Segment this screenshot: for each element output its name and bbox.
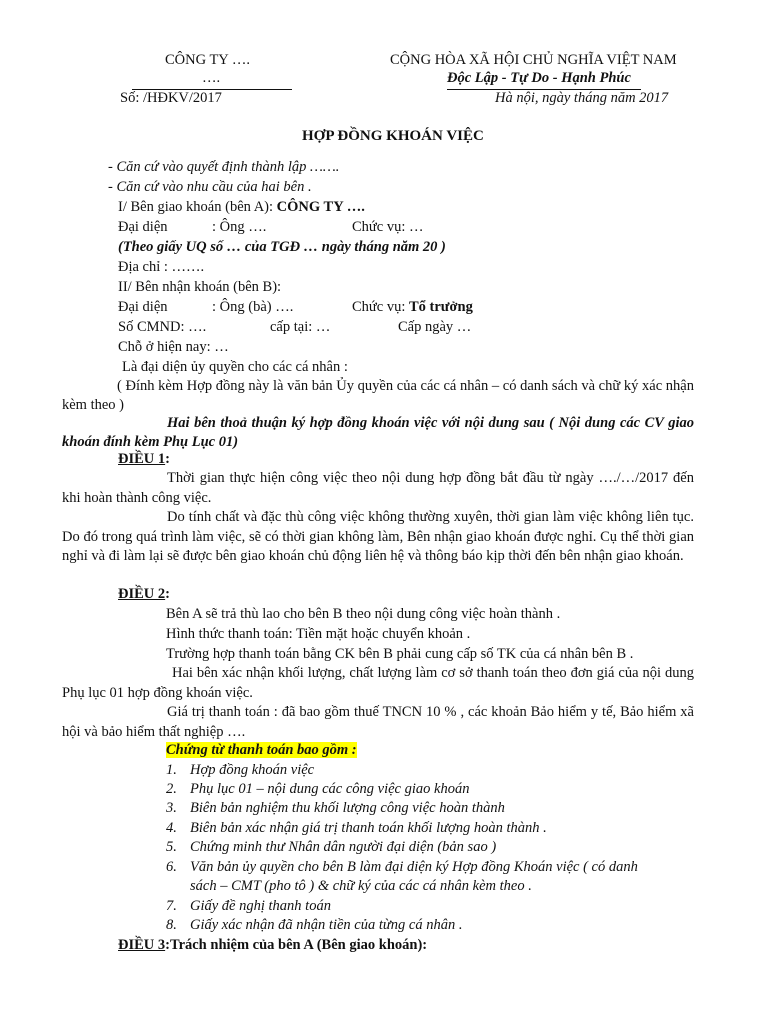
party-a-heading-prefix: I/ Bên giao khoán (bên A): — [118, 199, 277, 215]
doc-item-number: 5. — [166, 839, 177, 855]
party-a-heading — [118, 199, 365, 216]
doc-item-text: Văn bản ủy quyền cho bên B làm đại diện ký Hợp đồng Khoán việc ( có danh — [190, 859, 638, 875]
company-name: CÔNG TY …. — [165, 52, 250, 68]
doc-item-text: Giấy xác nhận đã nhận tiền của từng cá nhân . — [190, 917, 463, 933]
article-1-heading-text: ĐIỀU 1 — [118, 451, 166, 467]
doc-item-text: Biên bản nghiệm thu khối lượng công việc hoàn thành — [190, 800, 505, 816]
doc-item-text: Biên bản xác nhận giá trị thanh toán khối lượng hoàn thành . — [190, 820, 547, 836]
doc-item-text: Hợp đồng khoán việc — [190, 762, 315, 778]
basis-1: - Căn cứ vào quyết định thành lập ……. — [108, 159, 340, 175]
document-title: HỢP ĐỒNG KHOÁN VIỆC — [302, 128, 484, 144]
doc-item-text: Chứng minh thư Nhân dân người đại diện (bản sao ) — [190, 839, 497, 855]
payment-docs-heading — [166, 742, 357, 759]
basis-2: - Căn cứ vào nhu cầu của hai bên . — [108, 179, 312, 195]
article-2-heading-text: ĐIỀU 2 — [118, 586, 166, 602]
party-a-rep-value: : Ông …. — [212, 219, 267, 235]
article-1-heading: ĐIỀU 1: — [118, 451, 170, 467]
doc-item-text: Phụ lục 01 – nội dung các công việc giao khoán — [190, 781, 470, 797]
article-3-heading-text: ĐIỀU 3 — [118, 937, 166, 953]
contract-number: Số: /HĐKV/2017 — [120, 90, 222, 106]
company-sub: …. — [202, 70, 221, 86]
article-3-heading-rest: :Trách nhiệm của bên A (Bên giao khoán): — [165, 937, 428, 953]
doc-item-number: 1. — [166, 762, 177, 778]
doc-item-number: 6. — [166, 859, 177, 875]
party-b-heading: II/ Bên nhận khoán (bên B): — [118, 279, 282, 295]
document-date: Hà nội, ngày tháng năm 2017 — [495, 90, 669, 106]
party-b-rep-value: : Ông (bà) …. — [212, 299, 294, 315]
article-1-paragraph-1: Thời gian thực hiện công việc theo nội dung hợp đồng bắt đầu từ ngày …./…/2017 đến khi hoàn thành công việc. — [62, 470, 694, 506]
party-a-name: CÔNG TY …. — [276, 199, 365, 215]
article-1-paragraph-2: Do tính chất và đặc thù công việc không thường xuyên, thời gian làm việc không liên tục. Do đó trong quá trình làm việc, sẽ có thời gian không làm, Bên nhận giao khoán được nghỉ. Cụ thể thời gian nghỉ và đi làm lại sẽ được bên giao khoán chủ động liên hệ và thông báo kịp thời đến bên nhận giao khoán. — [62, 509, 694, 564]
agreement-statement: Hai bên thoả thuận ký hợp đồng khoán việc với nội dung sau ( Nội dung các CV giao khoán đính kèm Phụ Lục 01) — [62, 415, 694, 450]
article-2-paragraph-1: Bên A sẽ trả thù lao cho bên B theo nội dung công việc hoàn thành . — [166, 606, 561, 622]
party-b-id: Số CMND: …. — [118, 319, 207, 335]
doc-item-number: 4. — [166, 820, 177, 836]
party-b-position-label: Chức vụ: — [352, 299, 409, 315]
doc-item-text: Giấy đề nghị thanh toán — [190, 898, 331, 914]
party-b-rep-label: Đại diện — [118, 299, 168, 315]
article-2-paragraph-2: Hình thức thanh toán: Tiền mặt hoặc chuyển khoản . — [166, 626, 471, 642]
doc-item-number: 8. — [166, 917, 177, 933]
party-a-address: Địa chỉ : ……. — [118, 259, 205, 275]
party-b-issued-date: Cấp ngày … — [398, 319, 472, 335]
article-2-paragraph-3: Trường hợp thanh toán bằng CK bên B phải cung cấp số TK của cá nhân bên B . — [166, 646, 634, 662]
article-2-heading: ĐIỀU 2: — [118, 586, 170, 602]
party-b-position-value: Tổ trưởng — [409, 299, 473, 315]
doc-item-text-continued: sách – CMT (pho tô ) & chữ ký của các cá nhân kèm theo . — [190, 878, 532, 894]
party-a-position: Chức vụ: … — [352, 219, 424, 235]
national-motto: Độc Lập - Tự Do - Hạnh Phúc — [447, 70, 631, 86]
party-b-residence: Chỗ ở hiện nay: … — [118, 339, 229, 355]
party-b-issued-at: cấp tại: … — [270, 319, 331, 335]
party-a-rep-label: Đại diện — [118, 219, 168, 235]
article-2-paragraph-5: Giá trị thanh toán : đã bao gồm thuế TNCN 10 % , các khoản Bảo hiểm y tế, Bảo hiểm xã hội và bảo hiểm thất nghiệp …. — [62, 704, 694, 740]
doc-item-number: 7. — [166, 898, 177, 914]
doc-item-number: 3. — [166, 800, 177, 816]
payment-docs-heading-text: Chứng từ thanh toán bao gồm : — [166, 742, 357, 758]
party-a-authorization: (Theo giấy UQ số … của TGĐ … ngày tháng năm 20 ) — [118, 239, 446, 255]
doc-item-number: 2. — [166, 781, 177, 797]
party-b-attach: ( Đính kèm Hợp đồng này là văn bản Ủy quyền của các cá nhân – có danh sách và chữ ký xác nhận kèm theo ) — [62, 378, 694, 413]
party-b-position — [352, 299, 473, 316]
republic-name: CỘNG HÒA XÃ HỘI CHỦ NGHĨA VIỆT NAM — [390, 52, 677, 68]
party-b-represent: Là đại diện ủy quyền cho các cá nhân : — [122, 359, 348, 375]
article-3-heading — [118, 937, 427, 954]
article-2-paragraph-4: Hai bên xác nhận khối lượng, chất lượng làm cơ sở thanh toán theo đơn giá của nội dung Phụ lục 01 hợp đồng khoán việc. — [62, 665, 694, 701]
